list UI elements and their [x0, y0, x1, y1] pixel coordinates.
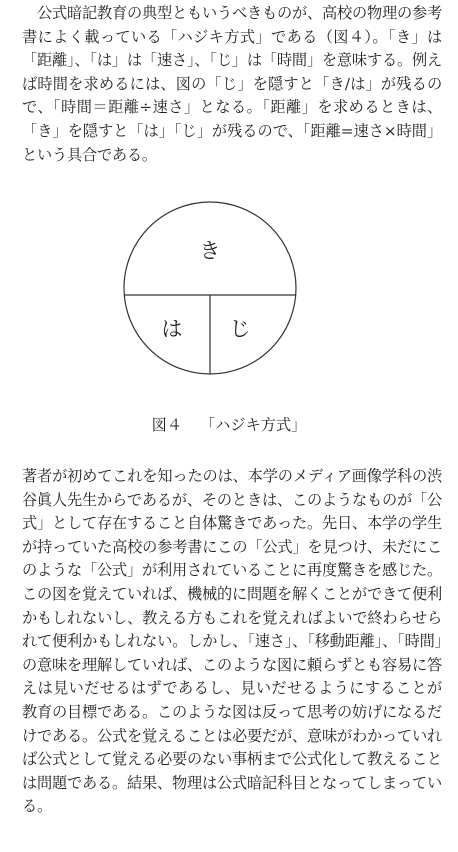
body-paragraph: 著者が初めてこれを知ったのは、本学のメディア画像学科の渋谷眞人先生からであるが、そのときは、このようなものが「公式」として存在すること自体驚きであった。先日、本学の学生が持っていた高校の参考書にこの「公式」を見つけ、未だにこのような「公式」が利用されていることに再度驚きを感じた。この図を覚えていれば、機械的に問題を解くことができて便利かもしれないし、教える方もこれを覚えればよいで終わらせられて便利かもしれない。しかし、「速さ」、「移動距離」、「時間」の意味を理解していれば、このような図に頼らずとも容易に答えは見いだせるはずであるし、見いだせるようにすることが教育の目標である。このような図は反って思考の妨げになるだけである。公式を覚えることは必要だが、意味がわかっていれば公式として覚える必要のない事柄まで公式化して教えることは問題である。結果、物理は公式暗記科目となってしまっている。: [22, 467, 442, 816]
figure-caption: [0, 414, 458, 436]
diagram-label-ji: じ: [229, 317, 251, 341]
hajiki-circle-svg: [120, 190, 300, 386]
figure-title: 「ハジキ方式」: [200, 416, 307, 434]
intro-paragraph: 公式暗記教育の典型ともいうべきものが、高校の物理の参考書によく載っている「ハジキ方式」である（図４）。「き」は「距離」、「は」は「速さ」、「じ」は「時間」を意味する。例えば時間を求めるには、図の「じ」を隠すと「き/は」が残るので、「時間＝距離÷速さ」となる。「距離」を求めるときは、「き」を隠すと「は」「じ」が残るので、「距離=速さ×時間」という具合である。: [22, 4, 442, 164]
hajiki-diagram: [120, 190, 300, 386]
diagram-label-ha: は: [161, 317, 183, 341]
diagram-label-ki: き: [199, 239, 221, 263]
figure-number: 図４: [151, 416, 183, 434]
